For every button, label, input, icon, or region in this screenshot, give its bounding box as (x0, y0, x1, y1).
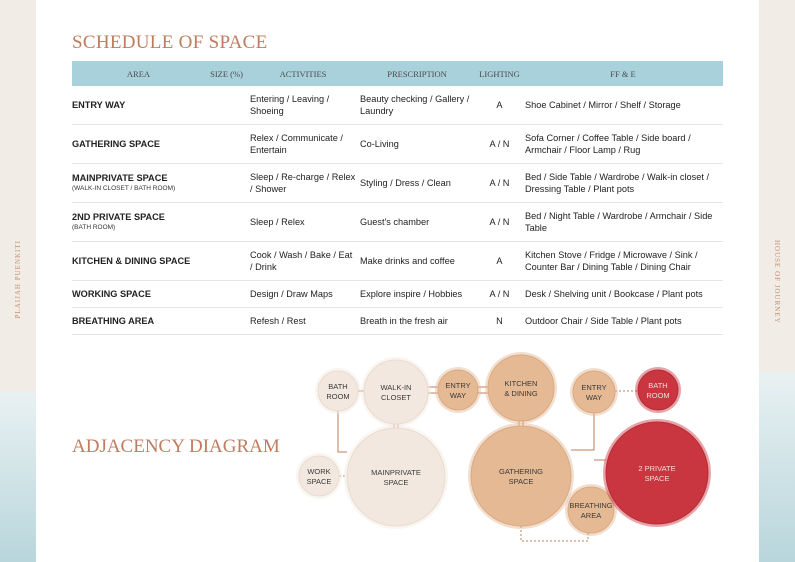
activities-text: Sleep / Re-charge / Relex / Shower (250, 171, 356, 194)
area-text: KITCHEN & DINING SPACE (72, 255, 191, 266)
node-bath1 (315, 368, 361, 414)
activities-text: Refesh / Rest (250, 315, 306, 326)
node-label: BATH (328, 382, 348, 391)
prescription-text: Styling / Dress / Clean (360, 177, 451, 188)
node-label: WAY (585, 393, 603, 402)
node-label: ENTRY (445, 381, 471, 390)
lighting-text: A (496, 99, 503, 110)
area-text: BREATHING AREA (72, 315, 155, 326)
node-private2 (603, 419, 711, 527)
activities-text: Relex / Communicate / Entertain (250, 132, 343, 155)
node-kitchen (485, 352, 557, 424)
ffe-text: Desk / Shelving unit / Bookcase / Plant pots (525, 288, 703, 299)
header-ffe: FF & E (523, 61, 723, 86)
area-text: WORKING SPACE (72, 288, 151, 299)
adjacency-title: ADJACENCY DIAGRAM (72, 436, 280, 457)
node-label: WALK-IN (380, 383, 412, 392)
node-label: & DINING (504, 389, 538, 398)
lighting-text: A / N (489, 138, 510, 149)
node-label: SPACE (306, 477, 332, 486)
diagram-link (571, 413, 594, 450)
activities-text: Cook / Wash / Bake / Eat / Drink (250, 249, 353, 272)
node-label: SPACE (644, 474, 670, 483)
prescription-text: Guest's chamber (360, 216, 430, 227)
ffe-text: Outdoor Chair / Side Table / Plant pots (525, 315, 682, 326)
node-label: SPACE (383, 478, 409, 487)
header-activities: ACTIVITIES (248, 61, 358, 86)
header-prescription: PRESCRIPTION (358, 61, 476, 86)
prescription-text: Make drinks and coffee (360, 255, 455, 266)
header-area: AREA (72, 61, 205, 86)
ffe-text: Kitchen Stove / Fridge / Microwave / Sink / Counter Bar / Dining Table / Dining Chair (525, 249, 698, 272)
node-bath2 (635, 367, 681, 413)
node-entry2 (570, 368, 618, 416)
node-label: AREA (580, 511, 602, 520)
node-label: MAINPRIVATE (371, 468, 421, 477)
node-label: WORK (307, 467, 331, 476)
lighting-text: A / N (489, 177, 510, 188)
prescription-text: Explore inspire / Hobbies (360, 288, 463, 299)
lighting-text: A / N (489, 216, 510, 227)
area-text: 2ND PRIVATE SPACE (72, 212, 165, 222)
lighting-text: A / N (489, 288, 510, 299)
area-text: MAINPRIVATE SPACE (72, 173, 168, 183)
prescription-text: Co-Living (360, 138, 399, 149)
ffe-text: Bed / Night Table / Wardrobe / Armchair / Side Table (525, 210, 713, 233)
prescription-text: Breath in the fresh air (360, 315, 448, 326)
node-label: KITCHEN (504, 379, 538, 388)
node-label: GATHERING (498, 467, 544, 476)
activities-text: Entering / Leaving / Shoeing (250, 93, 330, 116)
node-label: 2 PRIVATE (638, 464, 676, 473)
lighting-text: N (496, 315, 503, 326)
area-text: GATHERING SPACE (72, 138, 160, 149)
node-label: ROOM (326, 392, 350, 401)
node-work (296, 453, 342, 499)
area-subtitle: (BATH ROOM) (72, 224, 116, 231)
node-label: BREATHING (569, 501, 613, 510)
area-text: ENTRY WAY (72, 99, 126, 110)
area-subtitle: (WALK-IN CLOSET / BATH ROOM) (72, 185, 176, 192)
header-lighting: LIGHTING (476, 61, 523, 86)
node-label: ENTRY (581, 383, 607, 392)
node-entry1 (435, 367, 481, 413)
ffe-text: Shoe Cabinet / Mirror / Shelf / Storage (525, 99, 681, 110)
node-label: WAY (449, 391, 467, 400)
schedule-title: SCHEDULE OF SPACE (72, 32, 268, 53)
node-label: CLOSET (380, 393, 412, 402)
diagram-nodes (296, 352, 711, 536)
left-side-label: PLAIJAH PUENKITI (14, 240, 22, 319)
activities-text: Design / Draw Maps (250, 288, 333, 299)
header-size: SIZE (%) (205, 61, 248, 86)
prescription-text: Beauty checking / Gallery / Laundry (360, 93, 470, 116)
node-gathering (468, 423, 574, 529)
node-walkin (361, 357, 431, 427)
activities-text: Sleep / Relex (250, 216, 305, 227)
right-side-label: HOUSE OF JOURNEY (773, 240, 781, 324)
diagram-link (338, 411, 347, 452)
node-label: SPACE (508, 477, 534, 486)
node-label: ROOM (646, 391, 670, 400)
ffe-text: Bed / Side Table / Wardrobe / Walk-in closet / Dressing Table / Plant pots (525, 171, 709, 194)
ffe-text: Sofa Corner / Coffee Table / Side board / Armchair / Floor Lamp / Rug (525, 132, 691, 155)
node-mainprivate (344, 425, 448, 529)
lighting-text: A (496, 255, 503, 266)
node-label: BATH (648, 381, 668, 390)
